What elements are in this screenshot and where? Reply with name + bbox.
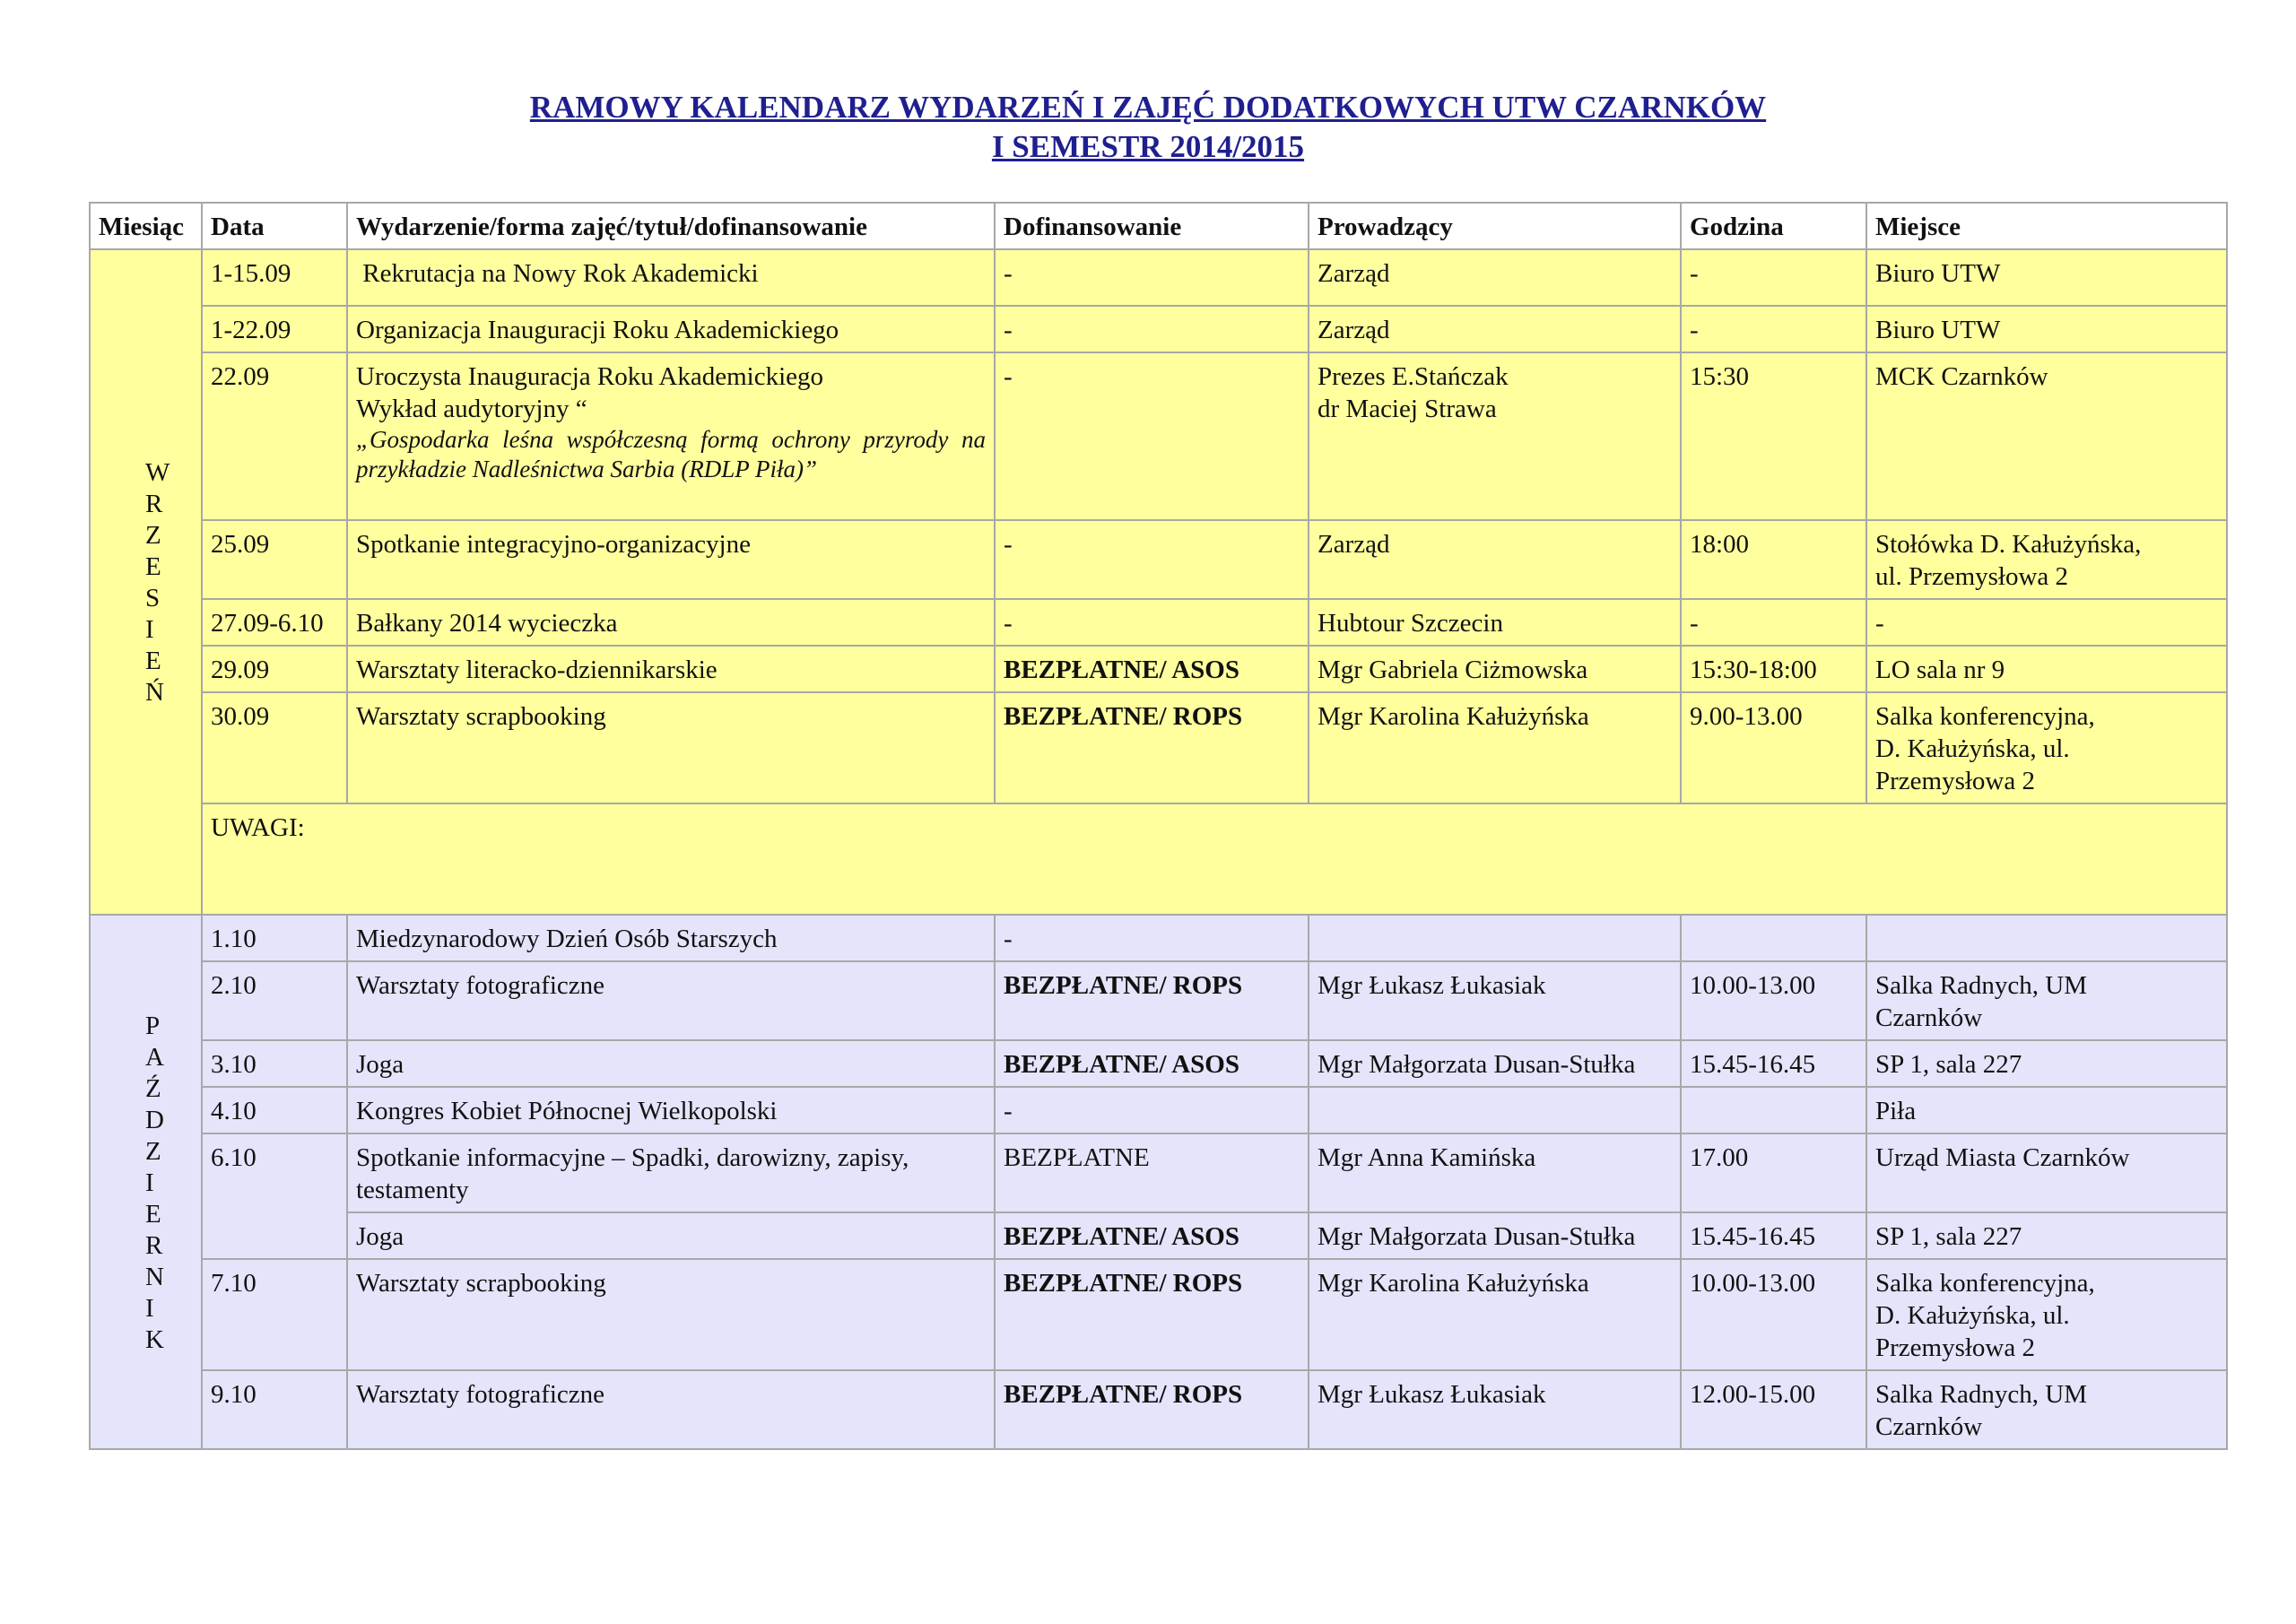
place-line: Salka konferencyjna, — [1875, 1269, 2095, 1298]
funding-cell: - — [995, 599, 1309, 646]
table-row — [90, 961, 2227, 1040]
place-cell: Biuro UTW — [1866, 306, 2227, 352]
time-cell: 15:30 — [1681, 352, 1866, 520]
funding-cell: - — [995, 306, 1309, 352]
event-cell: Kongres Kobiet Północnej Wielkopolski — [347, 1087, 995, 1133]
table-row — [90, 1259, 2227, 1370]
funding-cell: BEZPŁATNE/ ASOS — [995, 646, 1309, 692]
funding-cell: - — [995, 915, 1309, 961]
calendar-table — [89, 202, 2228, 1450]
lecture-title: „Gospodarka leśna współczesną formą ochrony przyrody na przykładzie Nadleśnictwa Sarbia (RDLP Piła)” — [356, 426, 986, 482]
place-line: Czarnków — [1875, 1003, 1983, 1032]
document-title — [0, 88, 2296, 167]
funding-cell: - — [995, 352, 1309, 520]
date-cell: 3.10 — [202, 1040, 347, 1087]
funding-cell: BEZPŁATNE/ ROPS — [995, 1370, 1309, 1449]
place-line: Stołówka D. Kałużyńska, — [1875, 530, 2142, 559]
table-row — [90, 1040, 2227, 1087]
header-place: Miejsce — [1866, 203, 2227, 249]
time-cell: 9.00-13.00 — [1681, 692, 1866, 803]
event-cell: Warsztaty scrapbooking — [347, 1259, 995, 1370]
leader-cell — [1309, 1087, 1681, 1133]
table-row — [90, 915, 2227, 961]
date-cell: 30.09 — [202, 692, 347, 803]
event-cell: Bałkany 2014 wycieczka — [347, 599, 995, 646]
time-cell: 12.00-15.00 — [1681, 1370, 1866, 1449]
table-row — [90, 1212, 2227, 1259]
date-cell: 1-22.09 — [202, 306, 347, 352]
event-line: Spotkanie informacyjne – Spadki, darowizny, zapisy, — [356, 1143, 909, 1172]
header-time: Godzina — [1681, 203, 1866, 249]
table-row — [90, 306, 2227, 352]
funding-cell: BEZPŁATNE — [995, 1133, 1309, 1212]
leader-cell — [1309, 352, 1681, 520]
funding-cell: - — [995, 520, 1309, 599]
place-cell: Biuro UTW — [1866, 249, 2227, 306]
event-line: Wykład audytoryjny “ — [356, 395, 587, 423]
time-cell: 18:00 — [1681, 520, 1866, 599]
event-cell: Warsztaty literacko-dziennikarskie — [347, 646, 995, 692]
leader-line: Prezes E.Stańczak — [1318, 362, 1509, 391]
date-cell: 25.09 — [202, 520, 347, 599]
funding-cell: BEZPŁATNE/ ASOS — [995, 1040, 1309, 1087]
place-line: Przemysłowa 2 — [1875, 1333, 2035, 1362]
leader-cell: Mgr Karolina Kałużyńska — [1309, 692, 1681, 803]
place-cell: SP 1, sala 227 — [1866, 1212, 2227, 1259]
funding-cell: - — [995, 1087, 1309, 1133]
place-cell — [1866, 1370, 2227, 1449]
date-cell: 2.10 — [202, 961, 347, 1040]
event-cell: Organizacja Inauguracji Roku Akademickiego — [347, 306, 995, 352]
header-row — [90, 203, 2227, 249]
leader-cell: Mgr Gabriela Ciżmowska — [1309, 646, 1681, 692]
table-row — [90, 1133, 2227, 1212]
funding-cell: BEZPŁATNE/ ROPS — [995, 692, 1309, 803]
time-cell: 15.45-16.45 — [1681, 1212, 1866, 1259]
time-cell: 15.45-16.45 — [1681, 1040, 1866, 1087]
date-cell: 27.09-6.10 — [202, 599, 347, 646]
place-cell — [1866, 520, 2227, 599]
event-cell: Warsztaty fotograficzne — [347, 961, 995, 1040]
date-cell: 29.09 — [202, 646, 347, 692]
title-line-1: RAMOWY KALENDARZ WYDARZEŃ I ZAJĘĆ DODATKOWYCH UTW CZARNKÓW — [529, 90, 1767, 125]
time-cell: 17.00 — [1681, 1133, 1866, 1212]
leader-cell: Zarząd — [1309, 249, 1681, 306]
header-date: Data — [202, 203, 347, 249]
place-cell — [1866, 961, 2227, 1040]
time-cell: 10.00-13.00 — [1681, 1259, 1866, 1370]
funding-cell: BEZPŁATNE/ ROPS — [995, 961, 1309, 1040]
leader-line: dr Maciej Strawa — [1318, 395, 1497, 423]
place-cell — [1866, 915, 2227, 961]
time-cell: 15:30-18:00 — [1681, 646, 1866, 692]
leader-cell: Mgr Małgorzata Dusan-Stułka — [1309, 1212, 1681, 1259]
event-line: Uroczysta Inauguracja Roku Akademickiego — [356, 362, 824, 391]
month-cell-september — [90, 249, 202, 915]
time-cell: 10.00-13.00 — [1681, 961, 1866, 1040]
date-cell: 7.10 — [202, 1259, 347, 1370]
event-cell: Joga — [347, 1040, 995, 1087]
event-cell — [347, 352, 995, 520]
funding-cell: - — [995, 249, 1309, 306]
header-month: Miesiąc — [90, 203, 202, 249]
event-cell: Warsztaty fotograficzne — [347, 1370, 995, 1449]
date-cell: 1.10 — [202, 915, 347, 961]
place-cell: Urząd Miasta Czarnków — [1866, 1133, 2227, 1212]
leader-cell: Zarząd — [1309, 306, 1681, 352]
place-line: ul. Przemysłowa 2 — [1875, 562, 2069, 591]
leader-cell: Zarząd — [1309, 520, 1681, 599]
table-row — [90, 352, 2227, 520]
date-cell: 4.10 — [202, 1087, 347, 1133]
time-cell — [1681, 1087, 1866, 1133]
leader-cell: Mgr Łukasz Łukasiak — [1309, 961, 1681, 1040]
event-cell: Joga — [347, 1212, 995, 1259]
place-cell: LO sala nr 9 — [1866, 646, 2227, 692]
date-cell: 9.10 — [202, 1370, 347, 1449]
place-cell: Piła — [1866, 1087, 2227, 1133]
time-cell — [1681, 915, 1866, 961]
event-cell: Miedzynarodowy Dzień Osób Starszych — [347, 915, 995, 961]
table-row — [90, 249, 2227, 306]
month-label: PAŹDZIERNIK — [145, 1011, 164, 1354]
header-event: Wydarzenie/forma zajęć/tytuł/dofinansowanie — [347, 203, 995, 249]
notes-row — [90, 803, 2227, 915]
time-cell: - — [1681, 599, 1866, 646]
funding-cell: BEZPŁATNE/ ROPS — [995, 1259, 1309, 1370]
leader-cell: Mgr Karolina Kałużyńska — [1309, 1259, 1681, 1370]
funding-cell: BEZPŁATNE/ ASOS — [995, 1212, 1309, 1259]
event-cell: Spotkanie integracyjno-organizacyjne — [347, 520, 995, 599]
header-funding: Dofinansowanie — [995, 203, 1309, 249]
place-cell: MCK Czarnków — [1866, 352, 2227, 520]
table-row — [90, 1087, 2227, 1133]
place-line: Salka konferencyjna, — [1875, 702, 2095, 731]
title-line-2: I SEMESTR 2014/2015 — [991, 129, 1305, 164]
event-line: testamenty — [356, 1176, 469, 1204]
place-cell: SP 1, sala 227 — [1866, 1040, 2227, 1087]
place-line: D. Kałużyńska, ul. — [1875, 734, 2070, 763]
place-cell — [1866, 1259, 2227, 1370]
leader-cell: Hubtour Szczecin — [1309, 599, 1681, 646]
table-row — [90, 599, 2227, 646]
event-cell — [347, 1133, 995, 1212]
leader-cell: Mgr Anna Kamińska — [1309, 1133, 1681, 1212]
month-label: WRZESIEŃ — [145, 458, 170, 707]
leader-cell: Mgr Małgorzata Dusan-Stułka — [1309, 1040, 1681, 1087]
notes-cell: UWAGI: — [202, 803, 2227, 915]
event-cell: Warsztaty scrapbooking — [347, 692, 995, 803]
leader-cell: Mgr Łukasz Łukasiak — [1309, 1370, 1681, 1449]
place-cell — [1866, 692, 2227, 803]
date-cell: 6.10 — [202, 1133, 347, 1259]
leader-cell — [1309, 915, 1681, 961]
place-line: Salka Radnych, UM — [1875, 1380, 2087, 1409]
table-row — [90, 646, 2227, 692]
table-row — [90, 520, 2227, 599]
table-row — [90, 1370, 2227, 1449]
month-cell-october — [90, 915, 202, 1449]
date-cell: 1-15.09 — [202, 249, 347, 306]
place-line: Przemysłowa 2 — [1875, 767, 2035, 795]
place-line: Czarnków — [1875, 1412, 1983, 1441]
place-line: D. Kałużyńska, ul. — [1875, 1301, 2070, 1330]
place-cell: - — [1866, 599, 2227, 646]
table-row — [90, 692, 2227, 803]
date-cell: 22.09 — [202, 352, 347, 520]
place-line: Salka Radnych, UM — [1875, 971, 2087, 1000]
header-leader: Prowadzący — [1309, 203, 1681, 249]
time-cell: - — [1681, 249, 1866, 306]
event-cell: Rekrutacja na Nowy Rok Akademicki — [347, 249, 995, 306]
time-cell: - — [1681, 306, 1866, 352]
